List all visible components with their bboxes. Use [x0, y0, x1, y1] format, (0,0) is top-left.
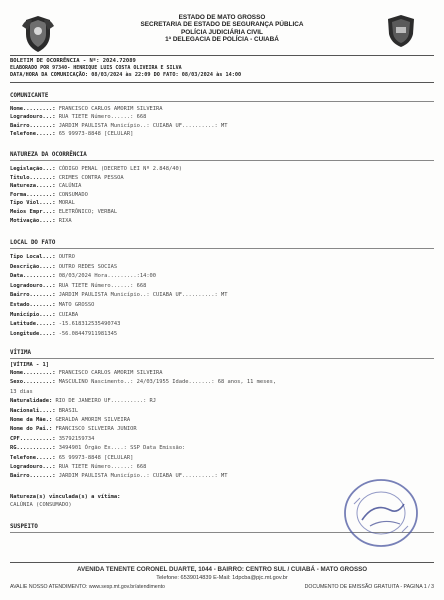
section-title-comunicante: COMUNICANTE: [10, 93, 49, 99]
field-label: Bairro.......:: [10, 292, 59, 299]
field-value: OUTRO REDES SOCIAS: [58, 263, 118, 270]
field-row: [10, 455, 133, 461]
field-row: [10, 370, 163, 376]
field-value: ELETRÔNICO; VERBAL: [58, 209, 118, 215]
field-row: [10, 464, 146, 470]
field-label: Latitude.....:: [10, 321, 59, 328]
field-row: [10, 114, 146, 120]
field-value: CONSUMADO: [58, 191, 88, 198]
field-value: CUIABA: [58, 311, 79, 318]
field-row: [10, 436, 94, 442]
field-row: [10, 321, 120, 327]
field-label: Telefone.....:: [10, 454, 59, 461]
field-value: OUTRO: [58, 254, 75, 260]
field-value: MATO GROSSO: [58, 302, 95, 308]
field-value: FRANCISCO SILVEIRA JUNIOR: [55, 426, 137, 433]
field-row: [10, 192, 88, 198]
field-label: Estado.......:: [10, 302, 59, 308]
field-row: [10, 417, 130, 423]
section-line: [10, 160, 434, 161]
field-value: CÓDIGO PENAL (DECRETO LEI Nº 2.848/40): [58, 166, 183, 172]
field-label: Logradouro...:: [10, 282, 59, 289]
field-value: 08/03/2024 Hora.........:14:00: [58, 273, 157, 280]
field-value: -15.618312535490743: [58, 321, 121, 328]
field-label: Natureza.....:: [10, 183, 59, 190]
field-row: [10, 408, 78, 414]
field-value: CALÚNIA: [58, 183, 82, 190]
field-row: [10, 218, 72, 224]
section-line: [10, 248, 434, 249]
field-row: [10, 166, 182, 172]
field-row: [10, 264, 117, 270]
field-value: CRIMES CONTRA PESSOA: [58, 174, 124, 181]
field-label: Bairro.......:: [10, 473, 59, 480]
field-label: Nome.........:: [10, 106, 59, 112]
field-value: MASCULINO Nascimento..: 24/03/1955 Idade.......: 68 anos, 11 meses,: [58, 379, 277, 386]
field-label: CPF..........:: [10, 435, 59, 442]
field-label: Telefone.....:: [10, 130, 59, 137]
bulletin-author-text: ELABORADO POR 97340- HENRIQUE LUIS COSTA OLIVEIRA E SILVA: [10, 65, 182, 71]
field-row: [10, 473, 227, 479]
section-title-suspeito: SUSPEITO: [10, 524, 38, 530]
field-value: -56.08447911981345: [58, 330, 118, 337]
field-value: FRANCISCO CARLOS AMORIM SILVEIRA: [58, 370, 163, 376]
vitima-subtitle: [10, 362, 49, 368]
field-row: [10, 302, 94, 308]
field-value: 65 99973-8848 [CELULAR]: [58, 454, 134, 461]
field-value: 65 99973-8848 [CELULAR]: [58, 130, 134, 137]
field-row: [10, 379, 276, 385]
field-row: [10, 292, 227, 298]
header-divider: [10, 55, 434, 56]
section-title-natureza: NATUREZA DA OCORRÊNCIA: [10, 152, 87, 158]
field-row: [10, 331, 117, 337]
field-value: 35792159734: [58, 435, 95, 442]
field-value: 3494901 Órgão Ex....: SSP Data Emissão:: [58, 445, 186, 452]
footer-contact: Telefone: 6539014839 E-Mail: 1dpcba@pjc.mt.gov.br: [156, 575, 288, 581]
field-value: 13 dias: [10, 388, 33, 395]
field-label: Bairro.......:: [10, 122, 59, 129]
field-row: [10, 200, 75, 206]
footer-divider: [10, 562, 434, 563]
field-row: [10, 426, 137, 432]
field-row: [10, 183, 81, 189]
vitima-natureza-label: [10, 494, 120, 500]
header-precinct: 1ª DELEGACIA DE POLÍCIA - CUIABÁ: [165, 36, 279, 44]
header-secretariat: SECRETARIA DE ESTADO DE SEGURANÇA PÚBLICA: [140, 21, 304, 29]
field-value: RIO DE JANEIRO UF..........: RJ: [55, 398, 157, 405]
field-value: JARDIM PAULISTA Município..: CUIABA UF..........: MT: [58, 292, 228, 299]
section-title-local: LOCAL DO FATO: [10, 240, 56, 246]
field-row: [10, 398, 156, 404]
field-label: Data.........:: [10, 273, 59, 280]
vitima-natureza-label-text: Natureza(s) vinculada(s) a vítima:: [10, 494, 121, 500]
field-row: [10, 131, 133, 137]
field-value: FRANCISCO CARLOS AMORIM SILVEIRA: [58, 106, 163, 112]
field-value: RUA TIETE Número......: 668: [58, 114, 147, 121]
footer-feedback-link[interactable]: AVALIE NOSSO ATENDIMENTO: www.sesp.mt.gov.br/atendimento: [10, 584, 165, 590]
bulletin-dates-text: DATA/HORA DA COMUNICAÇÃO: 08/03/2024 às 22:09 DO FATO: 08/03/2024 às 14:00: [10, 72, 242, 78]
footer-page-info: DOCUMENTO DE EMISSÃO GRATUITA - PAGINA 1 / 3: [304, 584, 434, 590]
field-row: [10, 312, 78, 318]
field-label: Nome do Pai.:: [10, 426, 56, 433]
vitima-subtitle-text: [VÍTIMA - 1]: [10, 362, 49, 368]
field-label: Legislação...:: [10, 166, 59, 172]
police-badge-icon: [386, 14, 416, 48]
document-header: [60, 14, 384, 44]
field-value: JARDIM PAULISTA Município..: CUIABA UF..........: MT: [58, 122, 228, 129]
field-label: Longitude....:: [10, 330, 59, 337]
field-row: [10, 254, 75, 260]
field-value: JARDIM PAULISTA Município..: CUIABA UF..........: MT: [58, 473, 228, 480]
section-title-vitima: VÍTIMA: [10, 350, 31, 356]
state-coat-of-arms-icon: [20, 14, 56, 54]
official-stamp-icon: [340, 474, 422, 552]
field-label: Descrição....:: [10, 263, 59, 270]
field-row: [10, 175, 124, 181]
field-label: RG...........:: [10, 445, 59, 452]
field-label: Titulo.......:: [10, 174, 59, 181]
field-value: RUA TIETE Número......: 668: [58, 282, 147, 289]
bulletin-number-text: BOLETIM DE OCORRÊNCIA - Nº: 2024.72089: [10, 58, 136, 64]
header-police: POLÍCIA JUDICIÁRIA CIVIL: [181, 28, 263, 36]
field-value: RIXA: [58, 217, 72, 224]
field-value: BRASIL: [58, 407, 79, 414]
field-label: Logradouro...:: [10, 464, 59, 470]
field-row: [10, 389, 33, 395]
section-line: [10, 358, 434, 359]
field-row: [10, 283, 146, 289]
field-label: Município....:: [10, 311, 59, 318]
field-row: [10, 106, 163, 112]
field-label: Nome.........:: [10, 370, 59, 376]
field-label: Forma........:: [10, 191, 59, 198]
field-row: [10, 209, 117, 215]
bulletin-divider: [10, 82, 434, 83]
bulletin-author: [10, 65, 182, 71]
section-line: [10, 101, 434, 102]
field-label: Tipo Local...:: [10, 254, 59, 260]
footer-address: AVENIDA TENENTE CORONEL DUARTE, 1044 - BAIRRO: CENTRO SUL / CUIABÁ - MATO GROSSO: [76, 566, 368, 573]
field-value: MORAL: [58, 200, 75, 207]
field-label: Nacionali....:: [10, 407, 59, 414]
field-row: [10, 445, 185, 451]
field-label: Tipo Viol....:: [10, 200, 59, 207]
field-row: [10, 123, 227, 129]
field-value: RUA TIETE Número......: 668: [58, 464, 147, 470]
field-row: [10, 273, 156, 279]
bulletin-dates: [10, 72, 241, 78]
field-label: Meios Empr...:: [10, 209, 59, 215]
vitima-natureza-value: [10, 502, 72, 508]
field-label: Nome da Mãe.:: [10, 417, 56, 423]
field-value: GERALDA AMORIM SILVEIRA: [55, 417, 131, 423]
vitima-natureza-value-text: CALÚNIA (CONSUMADO): [10, 502, 72, 508]
field-label: Motivação....:: [10, 217, 59, 224]
field-label: Sexo.........:: [10, 379, 59, 386]
bulletin-number: [10, 58, 136, 64]
field-label: Logradouro...:: [10, 114, 59, 121]
header-state: ESTADO DE MATO GROSSO: [178, 14, 266, 21]
field-label: Naturalidade:: [10, 398, 56, 405]
